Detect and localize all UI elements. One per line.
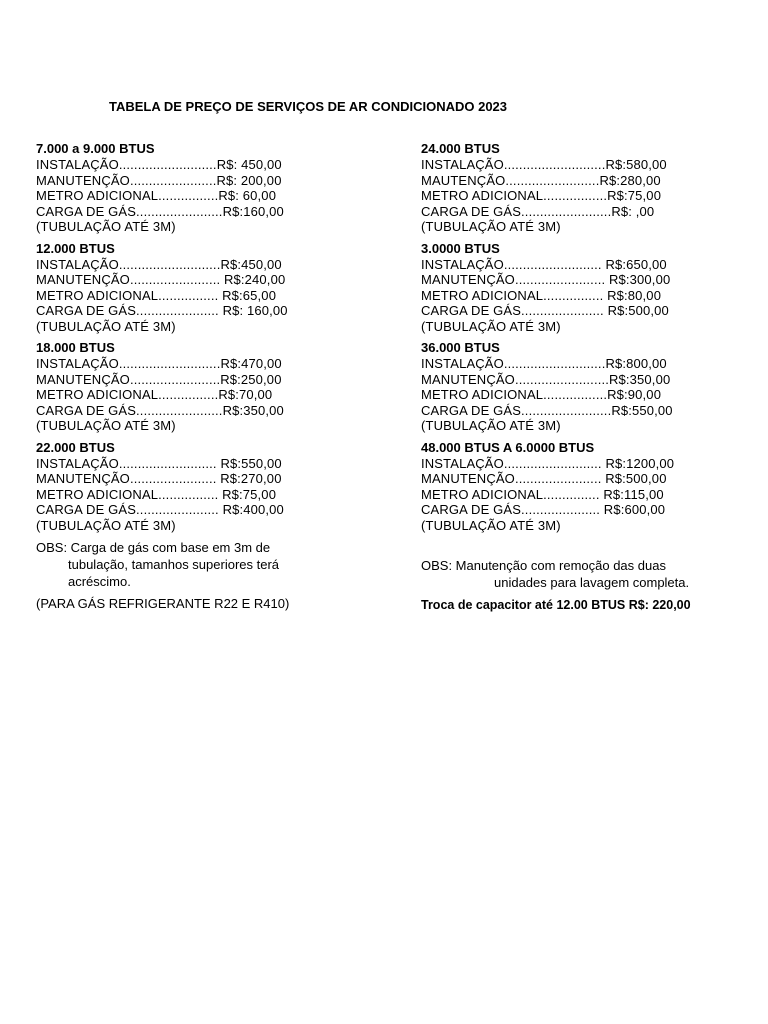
block-heading: 48.000 BTUS A 6.0000 BTUS [421,439,595,455]
price-block-7000-9000 [36,141,376,235]
block-heading: 18.000 BTUS [36,340,115,355]
block-heading: 12.000 BTUS [36,240,115,256]
maintenance-price: MANUTENÇÃO.........................R$:350,00 [421,371,671,387]
gas-charge-price: CARGA DE GÁS........................R$:550,00 [421,402,673,418]
maintenance-price: MANUTENÇÃO.......................R$: 200,00 [36,172,282,188]
capacitor-replacement-price: Troca de capacitor até 12.00 BTUS R$: 220,00 [421,598,691,612]
price-block-22000 [36,440,376,534]
right-price-column [421,141,761,613]
block-heading: 36.000 BTUS [421,340,500,355]
maintenance-price: MANUTENÇÃO....................... R$:270,00 [36,471,282,486]
price-block-18000 [36,340,376,434]
maintenance-observation-note [421,557,761,591]
gas-charge-price: CARGA DE GÁS.......................R$:160,00 [36,203,284,219]
maintenance-price: MANUTENÇÃO........................R$:250,00 [36,371,282,387]
extra-meter-price: METRO ADICIONAL.................R$:75,00 [421,188,662,203]
price-block-48000-60000 [421,440,761,534]
gas-charge-price: CARGA DE GÁS...................... R$:400,00 [36,502,284,517]
price-block-12000 [36,241,376,335]
extra-meter-price: METRO ADICIONAL............... R$:115,00 [421,486,664,502]
block-heading: 22.000 BTUS [36,439,115,455]
installation-price: INSTALAÇÃO.......................... R$:650,00 [421,256,667,272]
installation-price: INSTALAÇÃO.......................... R$:550,00 [36,455,282,471]
obs-line: acréscimo. [68,574,131,589]
obs-line: unidades para lavagem completa. [494,575,690,590]
refrigerant-note: (PARA GÁS REFRIGERANTE R22 E R410) [36,596,290,611]
installation-price: INSTALAÇÃO...........................R$:450,00 [36,256,282,272]
installation-price: INSTALAÇÃO...........................R$:470,00 [36,356,282,371]
tubing-note: (TUBULAÇÃO ATÉ 3M) [36,418,176,433]
maintenance-price: MANUTENÇÃO........................ R$:240,00 [36,272,286,287]
tubing-note: (TUBULAÇÃO ATÉ 3M) [36,219,176,234]
gas-charge-price: CARGA DE GÁS.......................R$:350,00 [36,402,284,418]
installation-price: INSTALAÇÃO...........................R$:580,00 [421,157,667,172]
gas-charge-price: CARGA DE GÁS..................... R$:600,00 [421,502,666,517]
maintenance-price: MANUTENÇÃO........................ R$:300,00 [421,272,671,287]
tubing-note: (TUBULAÇÃO ATÉ 3M) [421,517,561,533]
extra-meter-price: METRO ADICIONAL................ R$:75,00 [36,486,277,502]
extra-meter-price: METRO ADICIONAL.................R$:90,00 [421,387,662,402]
gas-charge-price: CARGA DE GÁS........................R$: ,00 [421,203,655,219]
extra-meter-price: METRO ADICIONAL................ R$:65,00 [36,287,277,303]
tubing-note: (TUBULAÇÃO ATÉ 3M) [421,418,561,433]
installation-price: INSTALAÇÃO...........................R$:800,00 [421,356,667,371]
obs-line: OBS: Manutenção com remoção das duas [421,558,666,573]
installation-price: INSTALAÇÃO.......................... R$:1200,00 [421,455,675,471]
extra-meter-price: METRO ADICIONAL................R$:70,00 [36,387,273,402]
gas-charge-price: CARGA DE GÁS...................... R$:500,00 [421,303,669,318]
block-heading: 7.000 a 9.000 BTUS [36,141,155,156]
maintenance-price: MAUTENÇÃO.........................R$:280,00 [421,172,661,188]
obs-line: tubulação, tamanhos superiores terá [68,557,280,572]
price-block-24000 [421,141,761,235]
gas-observation-note [36,539,376,590]
tubing-note: (TUBULAÇÃO ATÉ 3M) [36,318,176,334]
tubing-note: (TUBULAÇÃO ATÉ 3M) [421,318,561,334]
block-heading: 24.000 BTUS [421,141,500,156]
page-title: TABELA DE PREÇO DE SERVIÇOS DE AR CONDICIONADO 2023 [109,99,508,114]
installation-price: INSTALAÇÃO..........................R$: 450,00 [36,157,282,172]
block-heading: 3.0000 BTUS [421,240,500,256]
maintenance-price: MANUTENÇÃO....................... R$:500,00 [421,471,667,486]
gas-charge-price: CARGA DE GÁS...................... R$: 160,00 [36,303,288,318]
extra-meter-price: METRO ADICIONAL................ R$:80,00 [421,287,662,303]
tubing-note: (TUBULAÇÃO ATÉ 3M) [421,219,561,234]
left-price-column [36,141,376,612]
tubing-note: (TUBULAÇÃO ATÉ 3M) [36,517,176,533]
obs-line: OBS: Carga de gás com base em 3m de [36,540,271,555]
extra-meter-price: METRO ADICIONAL................R$: 60,00 [36,188,277,203]
price-block-30000 [421,241,761,335]
price-block-36000 [421,340,761,434]
